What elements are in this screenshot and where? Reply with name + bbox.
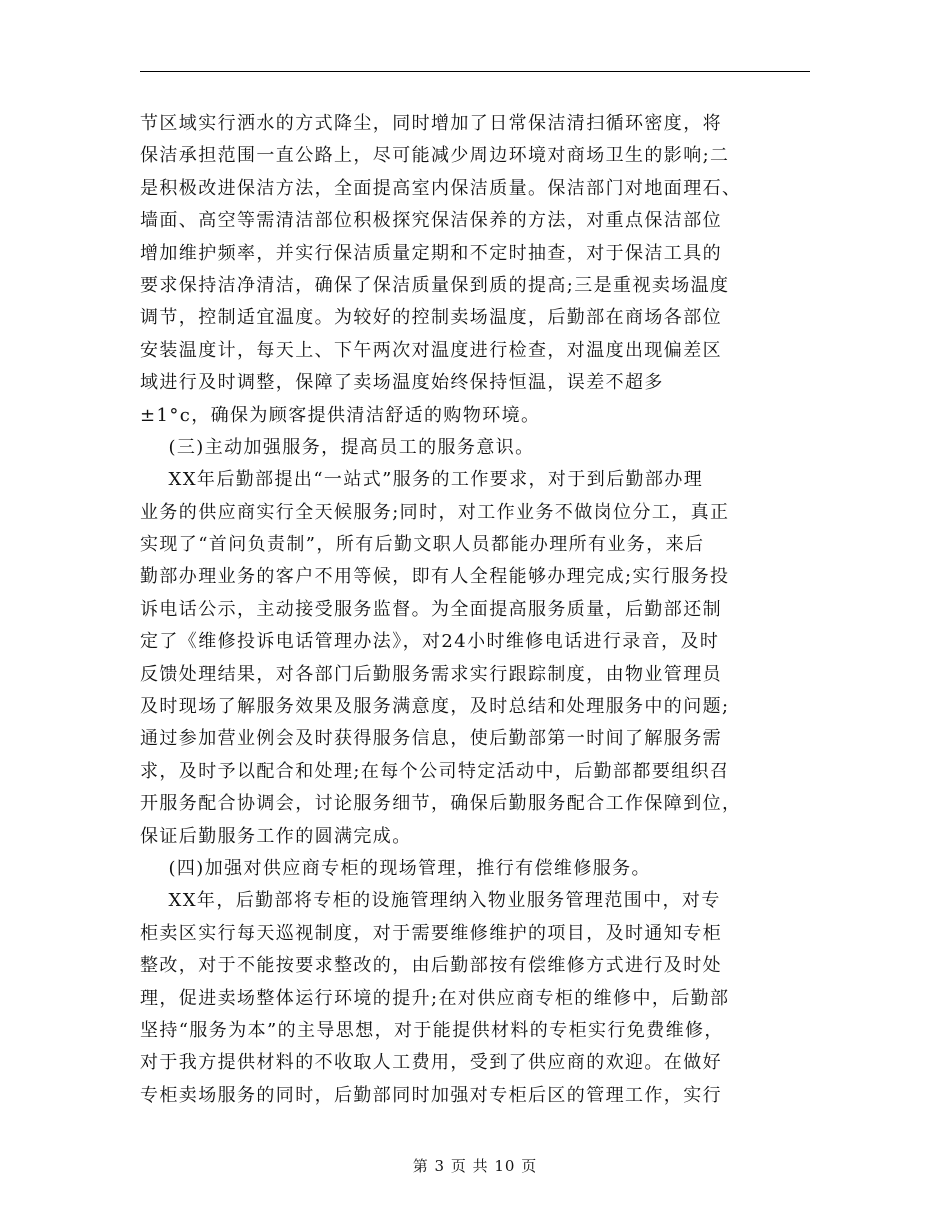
document-body (140, 108, 810, 1112)
text-line: 调节，控制适宜温度。为较好的控制卖场温度，后勤部在商场各部位 (140, 307, 722, 329)
text-line: 节区域实行洒水的方式降尘，同时增加了日常保洁清扫循环密度，将 (140, 113, 722, 134)
text-line: 通过参加营业例会及时获得服务信息，使后勤部第一时间了解服务需 (140, 728, 722, 750)
text-line: 对于我方提供材料的不收取人工费用，受到了供应商的欢迎。在做好 (140, 1052, 722, 1074)
text-line: 勤部办理业务的客户不用等候，即有人全程能够办理完成;实行服务投 (140, 566, 730, 588)
text-line: 及时现场了解服务效果及服务满意度，及时总结和处理服务中的问题; (140, 696, 730, 718)
text-line: 保洁承担范围一直公路上，尽可能减少周边环境对商场卫生的影响;二 (140, 145, 730, 167)
text-line: 安装温度计，每天上、下午两次对温度进行检查，对温度出现偏差区 (140, 339, 722, 361)
text-line: 保证后勤服务工作的圆满完成。 (140, 825, 412, 847)
text-line: 增加维护频率，并实行保洁质量定期和不定时抽查，对于保洁工具的 (140, 242, 722, 264)
text-line: ±1°c，确保为顾客提供清洁舒适的购物环境。 (140, 404, 541, 426)
text-line: 定了《维修投诉电话管理办法》，对24小时维修电话进行录音，及时 (140, 631, 720, 653)
text-line: 诉电话公示，主动接受服务监督。为全面提高服务质量，后勤部还制 (140, 598, 722, 620)
section-heading: (四)加强对供应商专柜的现场管理，推行有偿维修服务。 (140, 857, 651, 879)
text-line: 要求保持洁净清洁，确保了保洁质量保到质的提高;三是重视卖场温度 (140, 274, 730, 296)
text-line: 求，及时予以配合和处理;在每个公司特定活动中，后勤部都要组织召 (140, 760, 730, 782)
text-line: 域进行及时调整，保障了卖场温度始终保持恒温，误差不超多 (140, 372, 664, 394)
page-number: 第 3 页 共 10 页 (412, 1157, 538, 1175)
text-line: 墙面、高空等需清洁部位积极探究保洁保养的方法，对重点保洁部位 (140, 210, 722, 232)
text-line: 坚持“服务为本”的主导思想，对于能提供材料的专柜实行免费维修， (140, 1019, 724, 1041)
text-line: 专柜卖场服务的同时，后勤部同时加强对专柜后区的管理工作，实行 (140, 1084, 722, 1106)
text-line: 反馈处理结果，对各部门后勤服务需求实行跟踪制度，由物业管理员 (140, 663, 722, 685)
section-heading: (三)主动加强服务，提高员工的服务意识。 (140, 436, 535, 458)
text-line: 业务的供应商实行全天候服务;同时，对工作业务不做岗位分工，真正 (140, 501, 730, 523)
text-line: 整改，对于不能按要求整改的，由后勤部按有偿维修方式进行及时处 (140, 955, 722, 977)
paragraph-start: XX年后勤部提出“一站式”服务的工作要求，对于到后勤部办理 (140, 469, 704, 491)
text-line: 理，促进卖场整体运行环境的提升;在对供应商专柜的维修中，后勤部 (140, 987, 730, 1009)
text-line: 是积极改进保洁方法，全面提高室内保洁质量。保洁部门对地面理石、 (140, 177, 742, 199)
text-line: 开服务配合协调会，讨论服务细节，确保后勤服务配合工作保障到位， (140, 793, 742, 815)
text-line: 柜卖区实行每天巡视制度，对于需要维修维护的项目，及时通知专柜 (140, 922, 722, 944)
header-rule (140, 71, 810, 72)
text-line: 实现了“首问负责制”，所有后勤文职人员都能办理所有业务，来后 (140, 534, 705, 556)
paragraph-start: XX年，后勤部将专柜的设施管理纳入物业服务管理范围中，对专 (140, 890, 721, 912)
